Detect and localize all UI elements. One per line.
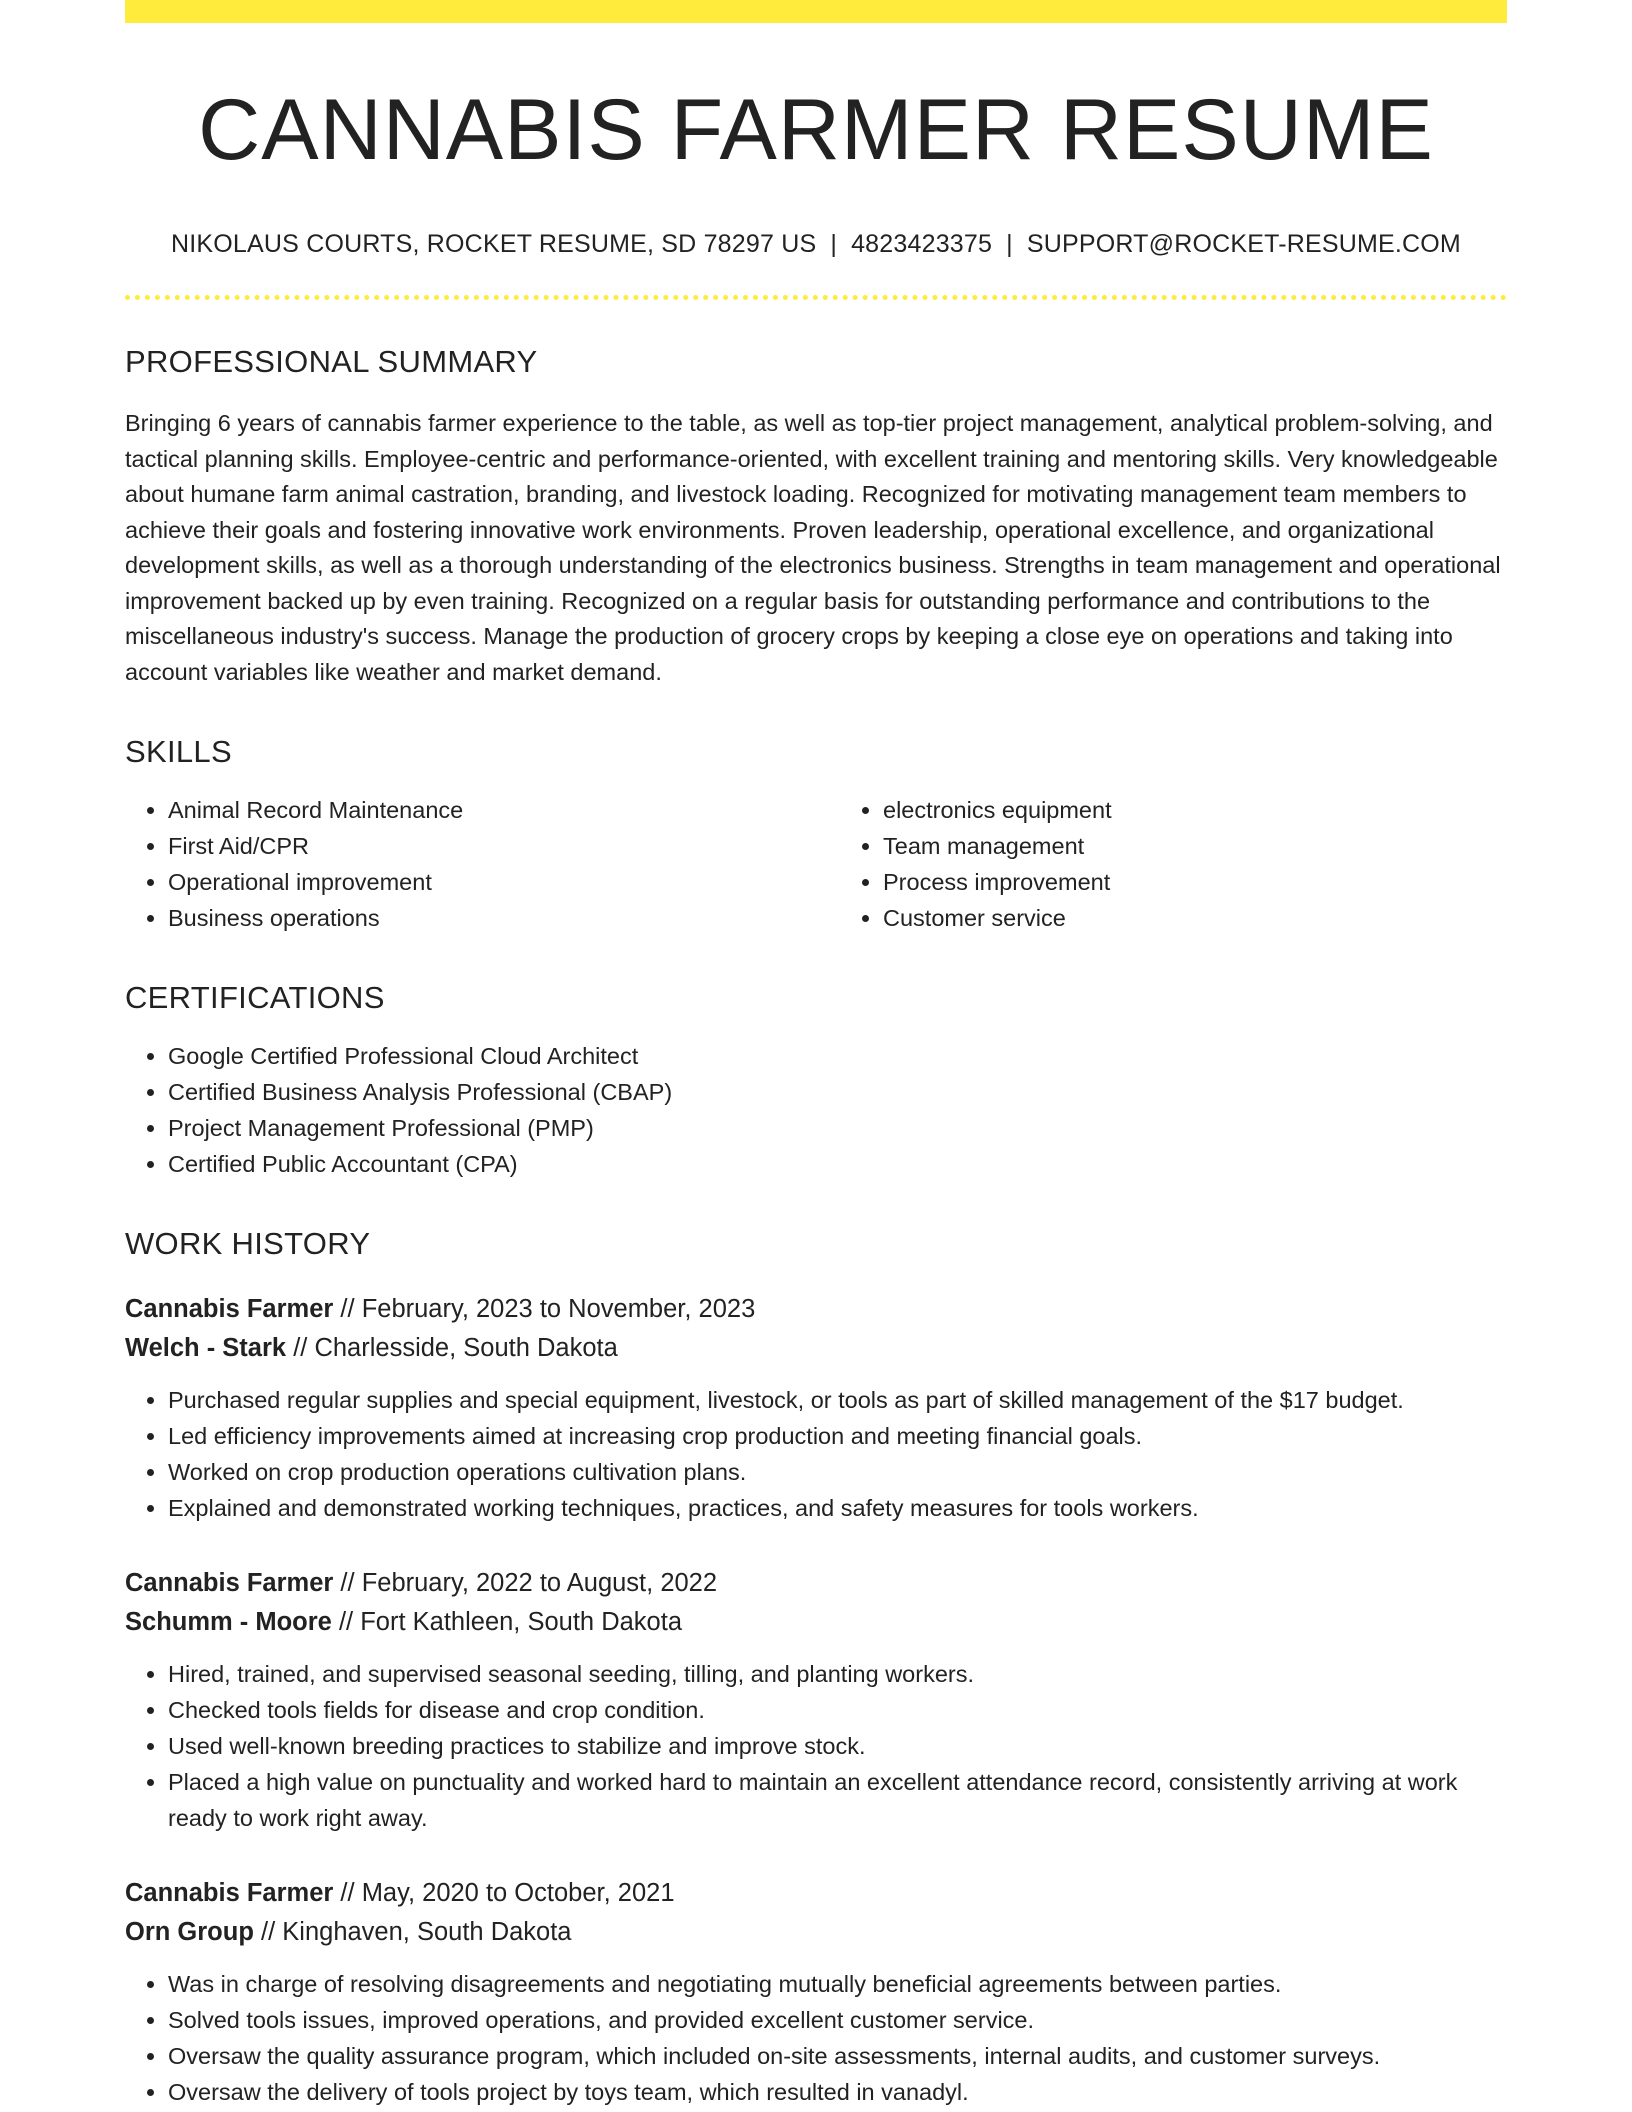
job-bullet: • Hired, trained, and supervised seasonal seeding, tilling, and planting workers. <box>168 1656 1507 1692</box>
job-company-line <box>125 1913 1507 1952</box>
contact-separator: | <box>1006 230 1013 259</box>
job-entry <box>125 1564 1507 1836</box>
job-title: Cannabis Farmer <box>125 1879 334 1908</box>
job-location: Fort Kathleen, South Dakota <box>360 1608 682 1637</box>
job-separator: // <box>340 1295 355 1324</box>
job-separator: // <box>340 1879 355 1908</box>
skill-item: • Business operations <box>168 900 840 936</box>
job-bullet: • Was in charge of resolving disagreements and negotiating mutually beneficial agreements between parties. <box>168 1966 1507 2002</box>
accent-top-bar <box>125 0 1507 23</box>
skills-column-left <box>125 792 840 936</box>
job-bullets <box>125 1966 1507 2110</box>
job-bullet: • Worked on crop production operations cultivation plans. <box>168 1454 1507 1490</box>
job-separator: // <box>293 1334 308 1363</box>
job-separator: // <box>338 1608 354 1637</box>
skill-item: • Process improvement <box>883 864 1507 900</box>
job-title: Cannabis Farmer <box>125 1295 334 1324</box>
job-company-line <box>125 1603 1507 1642</box>
job-bullets <box>125 1656 1507 1836</box>
summary-text: Bringing 6 years of cannabis farmer experience to the table, as well as top-tier project management, analytical problem-solving, and tactical planning skills. Employee-centric and performance-oriented, with excellent training and mentoring skills. Very knowledgeable about humane farm animal castration, branding, and livestock loading. Recognized for motivating management team members to achieve their goals and fostering innovative work environments. Proven leadership, operational excellence, and organizational development skills, as well as a thorough understanding of the electronics business. Strengths in team management and operational improvement backed up by even training. Recognized on a regular basis for outstanding performance and contributions to the miscellaneous industry's success. Manage the production of grocery crops by keeping a close eye on operations and taking into account variables like weather and market demand. <box>125 410 1501 685</box>
job-bullet: • Explained and demonstrated working techniques, practices, and safety measures for tools workers. <box>168 1490 1507 1526</box>
skill-item: • Animal Record Maintenance <box>168 792 840 828</box>
job-company: Schumm - Moore <box>125 1608 332 1637</box>
dotted-divider <box>125 295 1507 300</box>
job-entry <box>125 1290 1507 1526</box>
skill-item: • Team management <box>883 828 1507 864</box>
job-location: Kinghaven, South Dakota <box>282 1918 572 1947</box>
job-dates: February, 2022 to August, 2022 <box>361 1569 718 1598</box>
contact-address: NIKOLAUS COURTS, ROCKET RESUME, SD 78297 US <box>171 230 817 259</box>
skill-item: • electronics equipment <box>883 792 1507 828</box>
certifications-list <box>125 1038 1507 1182</box>
job-entry <box>125 1874 1507 2110</box>
job-bullet: • Placed a high value on punctuality and worked hard to maintain an excellent attendance record, consistently arriving at work ready to work right away. <box>168 1764 1507 1836</box>
certification-item: • Project Management Professional (PMP) <box>168 1110 1507 1146</box>
skills-column-right <box>840 792 1507 936</box>
contact-phone: 4823423375 <box>851 230 993 259</box>
job-bullet: • Oversaw the delivery of tools project by toys team, which resulted in vanadyl. <box>168 2074 1507 2110</box>
job-bullet: • Used well-known breeding practices to stabilize and improve stock. <box>168 1728 1507 1764</box>
job-bullets <box>125 1382 1507 1526</box>
job-title: Cannabis Farmer <box>125 1569 334 1598</box>
skills-list <box>125 792 1507 936</box>
skill-item: • Operational improvement <box>168 864 840 900</box>
job-title-line <box>125 1564 1507 1603</box>
job-bullet: • Oversaw the quality assurance program, which included on-site assessments, internal audits, and customer surveys. <box>168 2038 1507 2074</box>
certification-item: • Google Certified Professional Cloud Architect <box>168 1038 1507 1074</box>
job-location: Charlesside, South Dakota <box>314 1334 618 1363</box>
job-title-line <box>125 1874 1507 1913</box>
contact-email: SUPPORT@ROCKET-RESUME.COM <box>1026 230 1461 259</box>
job-title-line <box>125 1290 1507 1329</box>
job-separator: // <box>340 1569 355 1598</box>
job-bullet: • Checked tools fields for disease and crop condition. <box>168 1692 1507 1728</box>
job-bullet: • Led efficiency improvements aimed at increasing crop production and meeting financial goals. <box>168 1418 1507 1454</box>
certification-item: • Certified Public Accountant (CPA) <box>168 1146 1507 1182</box>
contact-line <box>125 230 1507 259</box>
work-history-heading: WORK HISTORY <box>125 1226 371 1262</box>
certification-item: • Certified Business Analysis Professional (CBAP) <box>168 1074 1507 1110</box>
job-company-line <box>125 1329 1507 1368</box>
job-dates: May, 2020 to October, 2021 <box>361 1879 675 1908</box>
skill-item: • Customer service <box>883 900 1507 936</box>
job-bullet: • Solved tools issues, improved operations, and provided excellent customer service. <box>168 2002 1507 2038</box>
job-separator: // <box>261 1918 276 1947</box>
skills-heading: SKILLS <box>125 734 232 770</box>
job-bullet: • Purchased regular supplies and special equipment, livestock, or tools as part of skilled management of the $17 budget. <box>168 1382 1507 1418</box>
resume-title: CANNABIS FARMER RESUME <box>198 82 1434 178</box>
job-company: Orn Group <box>125 1918 254 1947</box>
skill-item: • First Aid/CPR <box>168 828 840 864</box>
job-company: Welch - Stark <box>125 1334 287 1363</box>
summary-heading: PROFESSIONAL SUMMARY <box>125 344 538 380</box>
contact-separator: | <box>830 230 838 259</box>
certifications-heading: CERTIFICATIONS <box>125 980 385 1016</box>
job-dates: February, 2023 to November, 2023 <box>361 1295 756 1324</box>
